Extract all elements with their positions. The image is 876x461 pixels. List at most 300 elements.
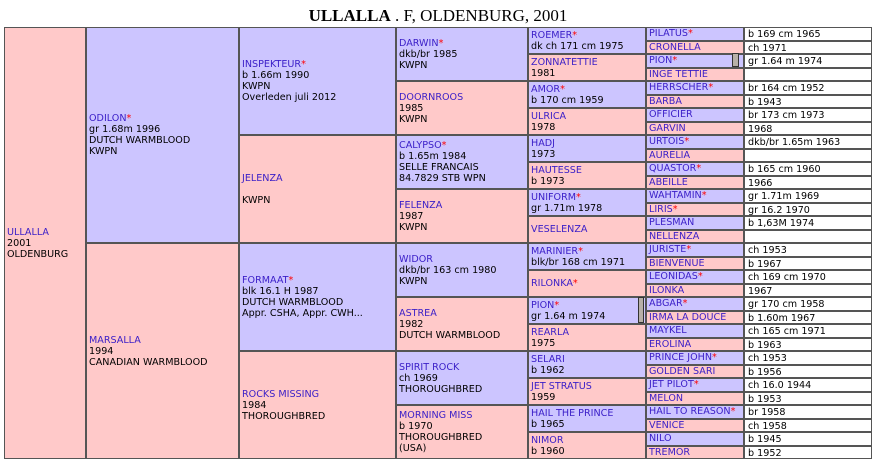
pedigree-cell-gen3 — [239, 243, 396, 351]
cell-content — [649, 150, 741, 162]
horse-detail: KWPN — [242, 81, 271, 92]
horse-name-link[interactable]: OFFICIER — [649, 109, 693, 121]
pedigree-cell-gen5 — [528, 162, 646, 189]
cell-content — [649, 217, 741, 229]
star-marker: * — [288, 275, 294, 286]
horse-detail: OLDENBURG — [7, 248, 69, 260]
horse-name-link[interactable]: DARWIN — [399, 37, 439, 49]
horse-name-link[interactable]: GOLDEN SARI — [649, 365, 716, 377]
pedigree-cell-gen6 — [646, 338, 744, 352]
horse-detail: b 1973 — [531, 175, 565, 187]
horse-name-title: ULLALLA — [308, 6, 391, 25]
cell-content — [531, 271, 643, 296]
pedigree-cell-gen4 — [396, 135, 528, 189]
cell-content — [649, 136, 741, 148]
star-marker: * — [682, 298, 688, 310]
pedigree-cell-gen4 — [396, 27, 528, 81]
cell-content — [649, 96, 741, 108]
cell-content — [399, 298, 525, 350]
gen6-detail: b 1953 — [744, 392, 872, 406]
horse-detail: b 1965 — [531, 418, 565, 430]
star-marker: * — [684, 136, 690, 148]
horse-detail: dkb/br 1985 — [399, 48, 458, 60]
horse-detail: 1975 — [531, 337, 556, 349]
pedigree-cell-gen2 — [86, 27, 239, 243]
pedigree-cell-gen4 — [396, 297, 528, 351]
horse-name-link[interactable]: WIDOR — [399, 253, 433, 265]
gen6-detail: br 164 cm 1952 — [744, 81, 872, 95]
cell-content — [399, 244, 525, 296]
cell-content — [242, 352, 393, 458]
horse-detail: 1987 — [399, 210, 424, 222]
horse-name-link[interactable]: JELENZA — [242, 172, 283, 184]
pedigree-cell-gen5 — [528, 432, 646, 459]
horse-name-link[interactable]: LIRIS — [649, 203, 673, 215]
cell-content — [531, 217, 643, 242]
star-marker: * — [572, 278, 578, 289]
horse-detail: KWPN — [89, 146, 118, 157]
horse-detail: KWPN — [399, 221, 428, 233]
horse-name-link[interactable]: MORNING MISS — [399, 410, 473, 421]
pedigree-cell-gen5 — [528, 135, 646, 162]
horse-detail: 84.7829 STB WPN — [399, 173, 486, 184]
star-marker: * — [576, 191, 581, 203]
horse-name-link[interactable]: HAIL THE PRINCE — [531, 407, 614, 419]
horse-detail: b 1.66m 1990 — [242, 70, 310, 81]
pedigree-cell-gen5 — [528, 378, 646, 405]
gen6-detail: gr 1.64 m 1974 — [744, 54, 872, 68]
star-marker: * — [701, 190, 707, 202]
cell-content — [649, 271, 741, 283]
star-marker: * — [438, 37, 444, 49]
horse-detail: 1981 — [531, 67, 556, 79]
pedigree-cell-gen3 — [239, 351, 396, 459]
horse-name-link[interactable]: SPIRIT ROCK — [399, 361, 460, 373]
cell-content — [649, 231, 741, 243]
horse-detail: gr 1.64 m 1974 — [531, 310, 606, 322]
cell-content — [89, 28, 236, 242]
horse-detail: KWPN — [399, 275, 428, 287]
cell-content — [649, 109, 741, 121]
pedigree-cell-gen5 — [528, 243, 646, 270]
horse-detail: 1959 — [531, 391, 556, 403]
pedigree-cell-gen6 — [646, 149, 744, 163]
gen6-detail: gr 170 cm 1958 — [744, 297, 872, 311]
pedigree-cell-gen2 — [86, 243, 239, 459]
horse-detail: dk ch 171 cm 1975 — [531, 40, 624, 52]
pedigree-cell-gen5 — [528, 270, 646, 297]
scroll-handle[interactable] — [638, 297, 644, 323]
horse-name-link[interactable]: CALYPSO — [399, 140, 442, 151]
horse-detail: gr 1.71m 1978 — [531, 202, 603, 214]
gen6-detail: ch 16.0 1944 — [744, 378, 872, 392]
gen6-detail: ch 1953 — [744, 243, 872, 257]
horse-name-link[interactable]: ASTREA — [399, 307, 437, 319]
pedigree-cell-gen6 — [646, 81, 744, 95]
horse-name-link[interactable]: ODILON — [89, 113, 127, 124]
horse-detail: DUTCH WARMBLOOD — [242, 297, 344, 308]
cell-content — [649, 379, 741, 391]
horse-detail: gr 1.68m 1996 — [89, 124, 161, 135]
horse-detail: b 170 cm 1959 — [531, 94, 604, 106]
pedigree-cell-gen6 — [646, 189, 744, 203]
cell-content — [649, 420, 741, 432]
pedigree-cell-gen5 — [528, 27, 646, 54]
gen6-detail: ch 169 cm 1970 — [744, 270, 872, 284]
horse-name-link[interactable]: ABGAR — [649, 298, 683, 310]
cell-content — [399, 406, 525, 458]
horse-name-link[interactable]: LEONIDAS — [649, 271, 698, 283]
cell-content — [649, 69, 741, 81]
horse-detail: THOROUGHBRED — [399, 383, 483, 395]
horse-name-link[interactable]: EROLINA — [649, 338, 692, 350]
scroll-handle[interactable] — [732, 53, 739, 67]
gen6-detail: gr 1.71m 1969 — [744, 189, 872, 203]
horse-detail: KWPN — [399, 113, 428, 125]
horse-name-link[interactable]: PION — [649, 55, 673, 67]
horse-detail: 1994 — [89, 345, 114, 357]
horse-name-link[interactable]: AMOR — [531, 83, 561, 95]
horse-detail: b 1960 — [531, 445, 565, 457]
cell-content — [649, 42, 741, 54]
pedigree-cell-gen5 — [528, 324, 646, 351]
horse-name-link[interactable]: PRINCE JOHN — [649, 352, 713, 364]
cell-content — [399, 28, 525, 80]
star-marker: * — [672, 55, 678, 67]
star-marker: * — [554, 299, 560, 311]
pedigree-cell-gen6 — [646, 68, 744, 82]
horse-name-link[interactable]: ILONKA — [649, 284, 685, 296]
horse-detail — [242, 184, 393, 195]
pedigree-cell-gen5 — [528, 351, 646, 378]
star-marker: * — [693, 379, 699, 391]
pedigree-cell-gen6 — [646, 446, 744, 460]
horse-name-link[interactable]: HERRSCHER — [649, 82, 709, 94]
horse-name-link[interactable]: FELENZA — [399, 199, 443, 211]
gen6-detail: b 169 cm 1965 — [744, 27, 872, 41]
cell-content — [531, 433, 643, 458]
horse-detail: KWPN — [242, 194, 271, 206]
star-marker: * — [687, 28, 693, 40]
pedigree-cell-gen6 — [646, 311, 744, 325]
horse-name-link[interactable]: WAHTAMIN — [649, 190, 702, 202]
gen6-detail: b 1952 — [744, 446, 872, 460]
horse-name-link[interactable]: ULRICA — [531, 110, 567, 122]
cell-content — [649, 244, 741, 256]
horse-detail: DUTCH WARMBLOOD — [399, 329, 501, 341]
horse-detail: 1982 — [399, 318, 424, 330]
pedigree-cell-gen4 — [396, 351, 528, 405]
cell-content — [399, 82, 525, 134]
horse-name-link[interactable]: URTOIS — [649, 136, 685, 148]
cell-content — [89, 244, 236, 458]
pedigree-cell-gen5 — [528, 189, 646, 216]
horse-detail: KWPN — [399, 59, 428, 71]
horse-name-link[interactable]: MARINIER — [531, 245, 579, 257]
pedigree-cell-gen5 — [528, 216, 646, 243]
horse-name-link[interactable]: HAIL TO REASON — [649, 406, 731, 418]
pedigree-cell-gen4 — [396, 243, 528, 297]
pedigree-cell-gen5 — [528, 54, 646, 81]
page-title — [0, 6, 876, 26]
gen6-detail: b 165 cm 1960 — [744, 162, 872, 176]
gen6-detail: ch 1958 — [744, 419, 872, 433]
cell-content — [7, 28, 83, 458]
horse-name-link[interactable]: NELLENZA — [649, 230, 700, 242]
gen6-detail: gr 16.2 1970 — [744, 203, 872, 217]
gen6-detail: b 1967 — [744, 257, 872, 271]
horse-name-link[interactable]: ROCKS MISSING — [242, 388, 320, 400]
horse-name-link[interactable]: PILATUS — [649, 28, 688, 40]
horse-name-link[interactable]: BARBA — [649, 95, 682, 107]
horse-detail: Overleden juli 2012 — [242, 92, 337, 103]
cell-content — [649, 177, 741, 189]
cell-content — [649, 123, 741, 135]
horse-detail: b 1962 — [531, 364, 565, 376]
pedigree-cell-gen6 — [646, 216, 744, 230]
pedigree-chart — [4, 27, 872, 461]
pedigree-cell-gen5 — [528, 81, 646, 108]
horse-name-link[interactable]: ZONNATETTIE — [531, 56, 598, 68]
gen6-detail: 1966 — [744, 176, 872, 190]
pedigree-cell-gen6 — [646, 230, 744, 244]
cell-content — [649, 163, 741, 175]
cell-content — [649, 312, 741, 324]
horse-name-link[interactable]: NIMOR — [531, 434, 564, 446]
horse-name-link[interactable]: TREMOR — [649, 446, 691, 458]
horse-name-link[interactable]: ULLALLA — [7, 226, 49, 238]
horse-detail: DUTCH WARMBLOOD — [89, 135, 191, 146]
cell-content — [531, 136, 643, 161]
cell-content — [242, 136, 393, 242]
horse-name-link[interactable]: MELON — [649, 392, 684, 404]
cell-content — [399, 136, 525, 188]
gen6-detail: b 1943 — [744, 95, 872, 109]
cell-content — [649, 28, 741, 40]
pedigree-cell-gen6 — [646, 135, 744, 149]
star-marker: * — [126, 113, 132, 124]
gen6-detail: ch 165 cm 1971 — [744, 324, 872, 338]
star-marker: * — [730, 406, 736, 418]
cell-content — [531, 298, 643, 323]
pedigree-cell-gen6 — [646, 95, 744, 109]
pedigree-cell-gen5 — [528, 108, 646, 135]
title-details: . F, OLDENBURG, 2001 — [390, 6, 568, 25]
cell-content — [399, 190, 525, 242]
cell-content — [649, 339, 741, 351]
horse-detail: 1984 — [242, 399, 267, 411]
horse-detail: blk 16.1 H 1987 — [242, 286, 319, 297]
gen6-detail: b 1956 — [744, 365, 872, 379]
cell-content — [649, 406, 741, 418]
gen6-detail — [744, 68, 872, 82]
cell-content — [242, 244, 393, 350]
cell-content — [531, 163, 643, 188]
horse-name-link[interactable]: VENICE — [649, 419, 685, 431]
pedigree-cell-gen6 — [646, 257, 744, 271]
horse-detail: CANADIAN WARMBLOOD — [89, 356, 208, 368]
horse-detail: (USA) — [399, 443, 427, 454]
horse-detail: THOROUGHBRED — [399, 432, 483, 443]
cell-content — [531, 379, 643, 404]
pedigree-cell-gen6 — [646, 392, 744, 406]
cell-content — [531, 244, 643, 269]
cell-content — [649, 325, 741, 337]
pedigree-cell-gen6 — [646, 270, 744, 284]
horse-name-link[interactable]: IRMA LA DOUCE — [649, 311, 727, 323]
gen6-detail: br 173 cm 1973 — [744, 108, 872, 122]
gen6-detail: ch 1971 — [744, 41, 872, 55]
cell-content — [649, 447, 741, 459]
horse-detail: THOROUGHBRED — [242, 410, 326, 422]
pedigree-cell-gen5 — [528, 297, 646, 324]
horse-name-link[interactable]: JET PILOT — [649, 379, 694, 391]
pedigree-cell-gen6 — [646, 243, 744, 257]
pedigree-cell-gen6 — [646, 432, 744, 446]
cell-content — [649, 366, 741, 378]
cell-content — [531, 406, 643, 431]
cell-content — [649, 352, 741, 364]
horse-name-link[interactable]: PLESMAN — [649, 217, 695, 229]
horse-name-link[interactable]: ABEILLE — [649, 176, 688, 188]
pedigree-cell-gen6 — [646, 108, 744, 122]
horse-name-link[interactable]: INSPEKTEUR — [242, 59, 302, 70]
pedigree-cell-gen6 — [646, 41, 744, 55]
pedigree-cell-gen3 — [239, 27, 396, 135]
cell-content — [399, 352, 525, 404]
pedigree-cell-gen1 — [4, 27, 86, 459]
horse-name-link[interactable]: ROEMER — [531, 29, 573, 41]
horse-name-link[interactable]: RILONKA — [531, 278, 573, 289]
horse-name-link[interactable]: MARSALLA — [89, 334, 141, 346]
pedigree-cell-gen4 — [396, 405, 528, 459]
star-marker: * — [441, 140, 447, 151]
horse-detail: 1985 — [399, 102, 424, 114]
cell-content — [531, 55, 643, 80]
horse-detail: 1973 — [531, 148, 556, 160]
pedigree-cell-gen6 — [646, 351, 744, 365]
pedigree-cell-gen6 — [646, 365, 744, 379]
horse-detail: ch 1969 — [399, 372, 438, 384]
star-marker: * — [572, 29, 578, 41]
cell-content — [649, 190, 741, 202]
star-marker: * — [697, 271, 703, 283]
pedigree-cell-gen3 — [239, 135, 396, 243]
horse-detail: Appr. CSHA, Appr. CWH... — [242, 308, 363, 319]
cell-content — [649, 82, 741, 94]
horse-name-link[interactable]: VESELENZA — [531, 224, 588, 235]
gen6-detail: 1968 — [744, 122, 872, 136]
star-marker: * — [301, 59, 306, 70]
horse-name-link[interactable]: INGE TETTIE — [649, 68, 708, 80]
cell-content — [531, 82, 643, 107]
horse-detail: 1978 — [531, 121, 556, 133]
cell-content — [649, 285, 741, 297]
star-marker: * — [696, 163, 702, 175]
pedigree-cell-gen6 — [646, 27, 744, 41]
horse-name-link[interactable]: FORMAAT — [242, 275, 289, 286]
pedigree-cell-gen6 — [646, 324, 744, 338]
cell-content — [531, 190, 643, 215]
star-marker: * — [708, 82, 714, 94]
pedigree-cell-gen6 — [646, 122, 744, 136]
pedigree-cell-gen6 — [646, 405, 744, 419]
horse-detail: SELLE FRANCAIS — [399, 162, 479, 173]
gen6-detail: b 1945 — [744, 432, 872, 446]
horse-name-link[interactable]: JET STRATUS — [531, 380, 592, 392]
cell-content — [531, 325, 643, 350]
star-marker: * — [578, 245, 583, 257]
gen6-detail: ch 1953 — [744, 351, 872, 365]
cell-content — [531, 352, 643, 377]
cell-content — [649, 393, 741, 405]
cell-content — [531, 109, 643, 134]
star-marker: * — [560, 83, 565, 95]
pedigree-cell-gen6 — [646, 203, 744, 217]
horse-detail: 2001 — [7, 237, 32, 249]
cell-content — [649, 55, 741, 67]
cell-content — [649, 298, 741, 310]
gen6-detail — [744, 149, 872, 163]
star-marker: * — [712, 352, 717, 364]
horse-name-link[interactable]: CRONELLA — [649, 41, 701, 53]
horse-name-link[interactable]: PION — [531, 299, 555, 311]
horse-name-link[interactable]: MAYKEL — [649, 325, 687, 337]
pedigree-cell-gen6 — [646, 378, 744, 392]
horse-name-link[interactable]: DOORNROOS — [399, 91, 464, 103]
pedigree-cell-gen4 — [396, 81, 528, 135]
pedigree-cell-gen4 — [396, 189, 528, 243]
cell-content — [649, 258, 741, 270]
horse-name-link[interactable]: HADJ — [531, 137, 555, 149]
gen6-detail: br 1958 — [744, 405, 872, 419]
horse-name-link[interactable]: NILO — [649, 433, 672, 445]
pedigree-cell-gen6 — [646, 162, 744, 176]
cell-content — [649, 433, 741, 445]
star-marker: * — [686, 244, 692, 256]
pedigree-cell-gen6 — [646, 54, 744, 68]
horse-name-link[interactable]: AURELIA — [649, 149, 691, 161]
gen6-detail: 1967 — [744, 284, 872, 298]
cell-content — [242, 28, 393, 134]
horse-name-link[interactable]: JURISTE — [649, 244, 687, 256]
cell-content — [649, 204, 741, 216]
star-marker: * — [672, 203, 678, 215]
gen6-detail: b 1963 — [744, 338, 872, 352]
cell-content — [531, 28, 643, 53]
horse-name-link[interactable]: BIENVENUE — [649, 257, 705, 269]
horse-detail: blk/br 168 cm 1971 — [531, 256, 626, 268]
gen6-detail: b 1,63M 1974 — [744, 216, 872, 230]
pedigree-cell-gen6 — [646, 176, 744, 190]
horse-name-link[interactable]: GARVIN — [649, 122, 686, 134]
horse-name-link[interactable]: REARLA — [531, 326, 570, 338]
horse-name-link[interactable]: QUASTOR — [649, 163, 697, 175]
pedigree-cell-gen6 — [646, 419, 744, 433]
horse-detail: dkb/br 163 cm 1980 — [399, 264, 497, 276]
pedigree-cell-gen6 — [646, 297, 744, 311]
pedigree-cell-gen6 — [646, 284, 744, 298]
horse-name-link[interactable]: UNIFORM — [531, 191, 577, 203]
gen6-detail: b 1.60m 1967 — [744, 311, 872, 325]
horse-name-link[interactable]: SELARI — [531, 353, 565, 365]
gen6-detail: dkb/br 1.65m 1963 — [744, 135, 872, 149]
horse-detail: b 1.65m 1984 — [399, 151, 467, 162]
gen6-detail — [744, 230, 872, 244]
pedigree-cell-gen5 — [528, 405, 646, 432]
horse-detail: b 1970 — [399, 421, 433, 432]
horse-name-link[interactable]: HAUTESSE — [531, 164, 582, 176]
